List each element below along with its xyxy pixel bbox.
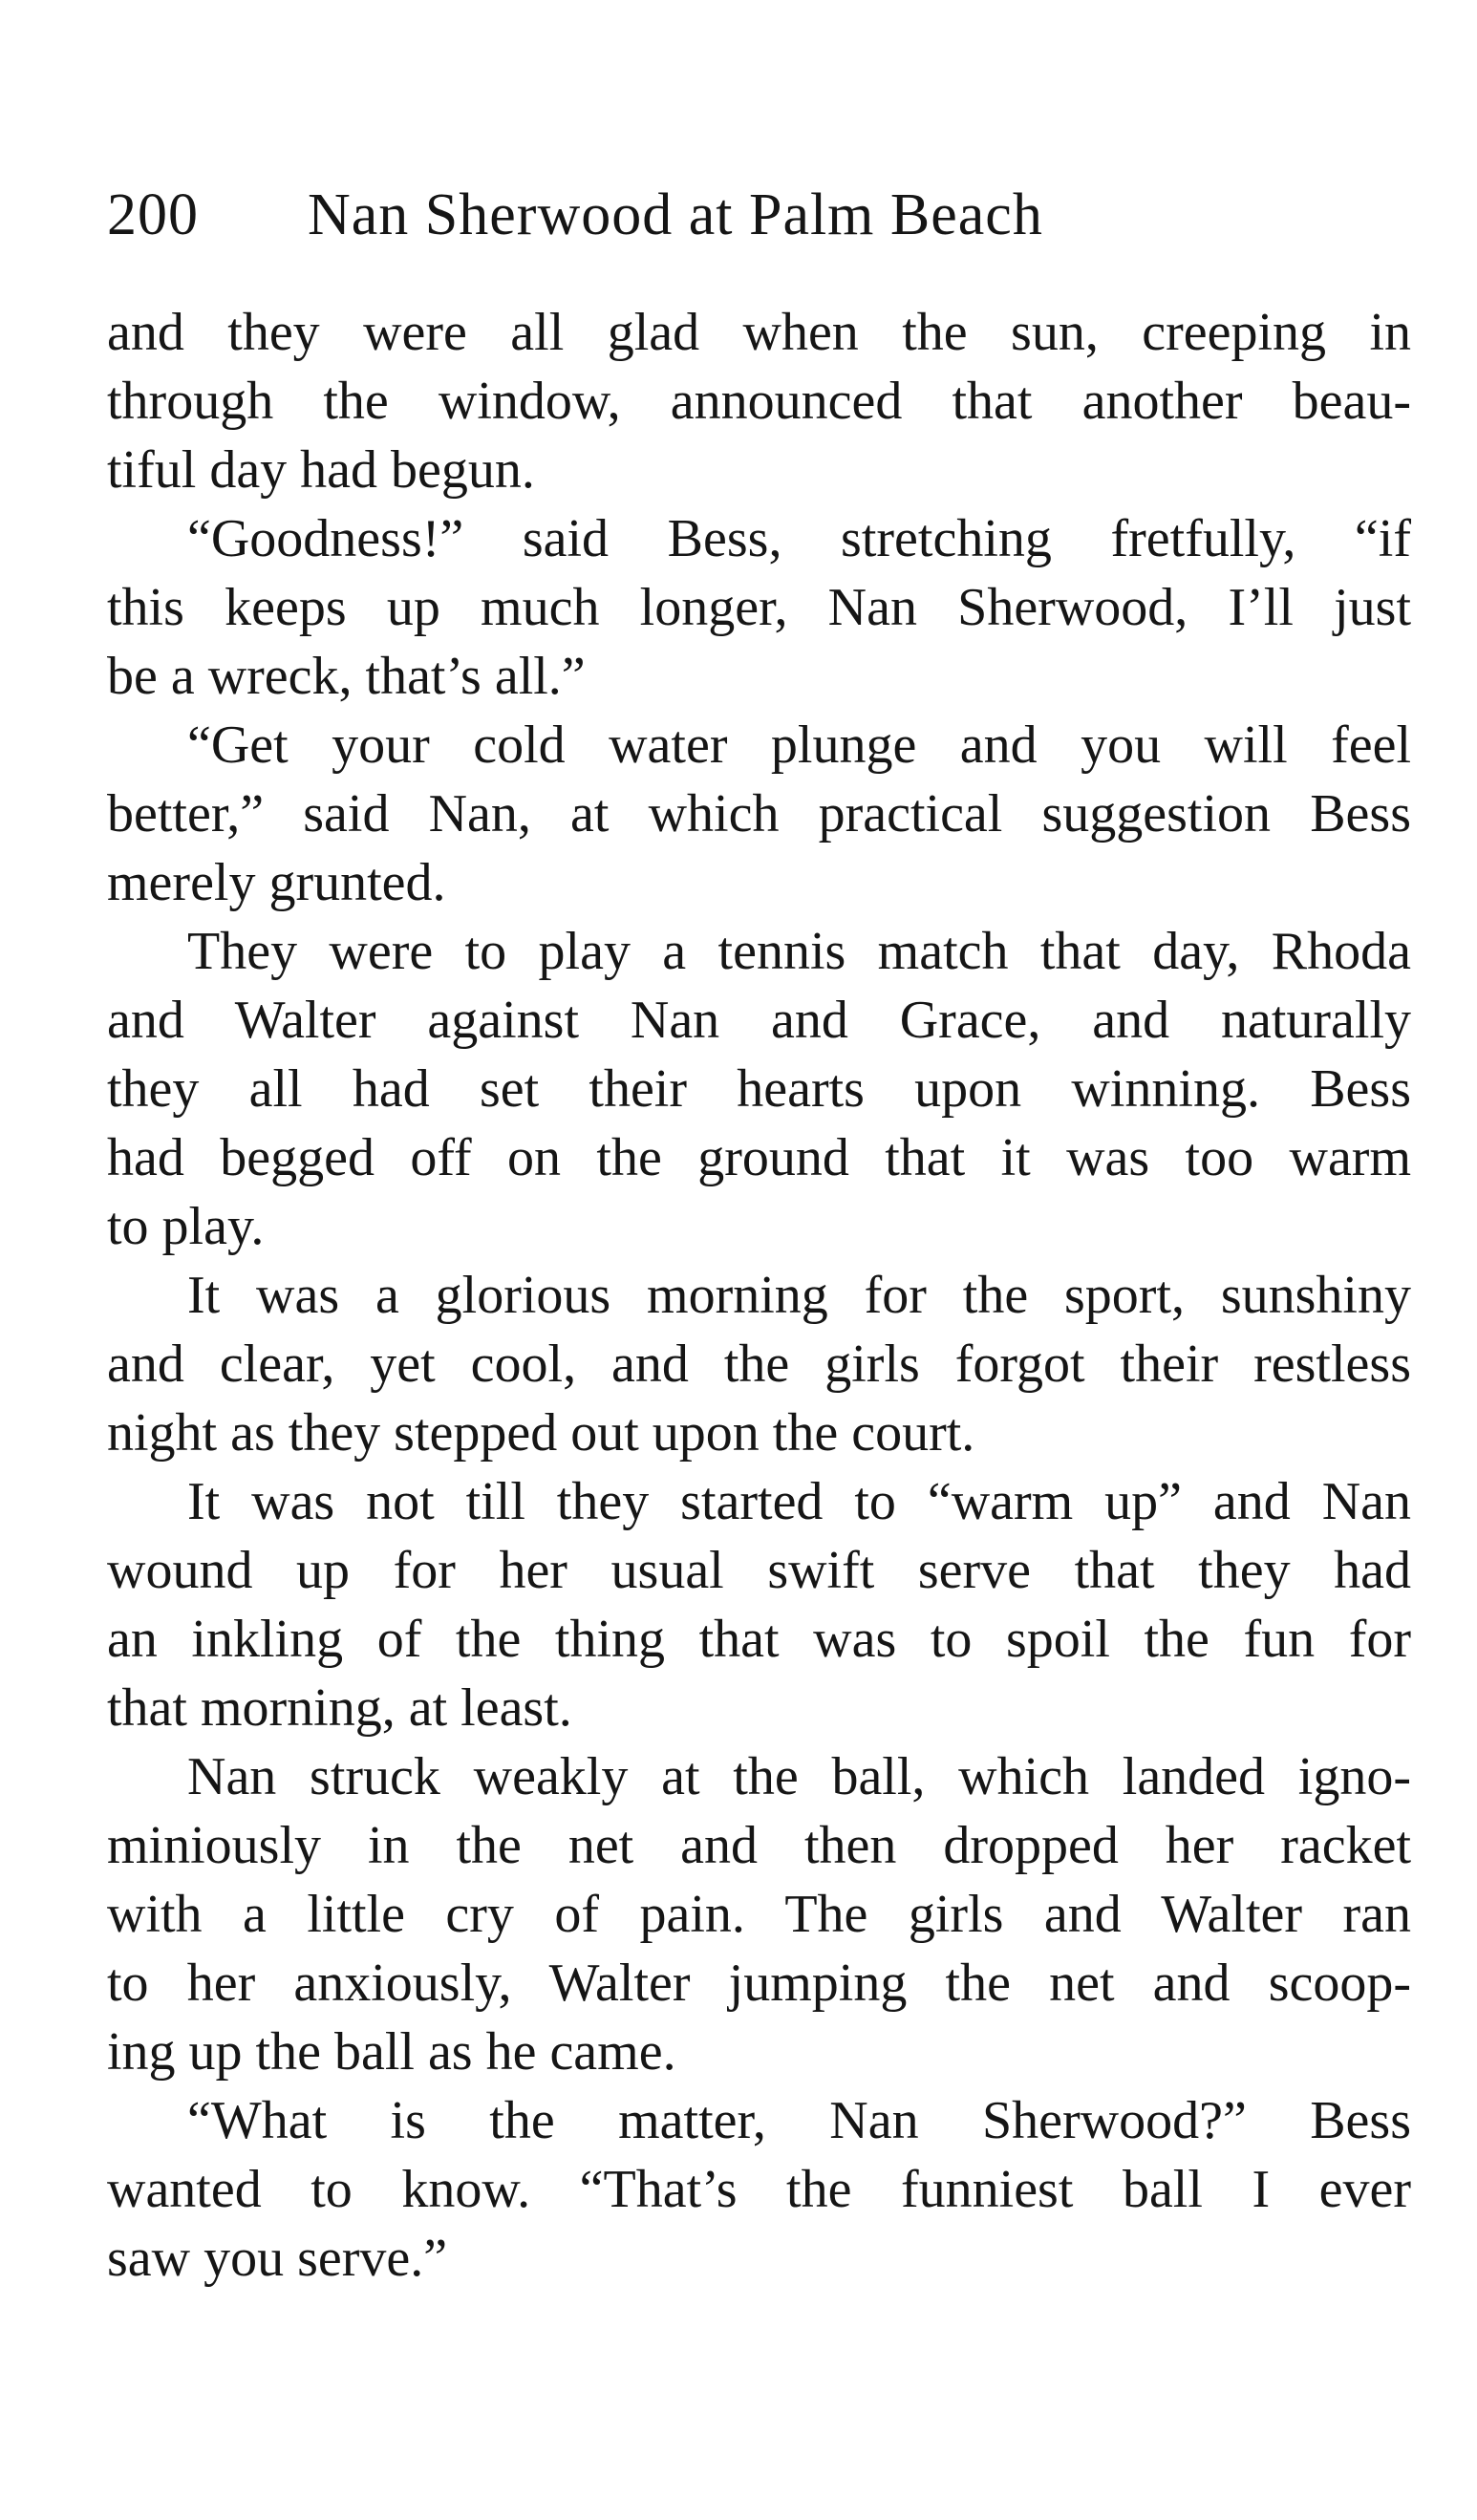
- paragraph: [107, 917, 1411, 1261]
- text-line: they all had set their hearts upon winning. Bess: [107, 1059, 1411, 1119]
- paragraph: [107, 504, 1411, 711]
- paragraph: [107, 1742, 1411, 2086]
- text-line: that morning, at least.: [107, 1678, 572, 1738]
- text-line: this keeps up much longer, Nan Sherwood, I’ll just: [107, 578, 1411, 637]
- text-line: tiful day had begun.: [107, 440, 535, 500]
- text-line: and they were all glad when the sun, creeping in: [107, 303, 1411, 362]
- text-line: wound up for her usual swift serve that they had: [107, 1541, 1411, 1600]
- text-line: “Goodness!” said Bess, stretching fretfully, “if: [187, 509, 1411, 568]
- text-line: “Get your cold water plunge and you will feel: [187, 715, 1411, 775]
- running-title: Nan Sherwood at Palm Beach: [308, 182, 1043, 247]
- text-line: to play.: [107, 1197, 265, 1256]
- text-line: and Walter against Nan and Grace, and naturally: [107, 991, 1411, 1050]
- text-line: and clear, yet cool, and the girls forgot their restless: [107, 1335, 1411, 1394]
- text-line: had begged off on the ground that it was too warm: [107, 1128, 1411, 1187]
- text-line: an inkling of the thing that was to spoil the fun for: [107, 1610, 1411, 1669]
- text-line: wanted to know. “That’s the funniest ball I ever: [107, 2160, 1411, 2219]
- text-line: be a wreck, that’s all.”: [107, 647, 586, 706]
- text-line: with a little cry of pain. The girls and Walter ran: [107, 1885, 1411, 1944]
- text-line: Nan struck weakly at the ball, which landed igno-: [187, 1747, 1411, 1806]
- text-line: merely grunted.: [107, 853, 446, 912]
- text-line: to her anxiously, Walter jumping the net and scoop-: [107, 1954, 1411, 2013]
- paragraph: [107, 1467, 1411, 1742]
- paragraph: [107, 2086, 1411, 2293]
- text-line: miniously in the net and then dropped her racket: [107, 1816, 1411, 1875]
- text-line: saw you serve.”: [107, 2229, 448, 2288]
- page-number: 200: [107, 182, 199, 247]
- text-line: It was a glorious morning for the sport, sunshiny: [187, 1266, 1411, 1325]
- body-text: [107, 298, 1411, 2293]
- paragraph: [107, 711, 1411, 917]
- running-header: [107, 177, 1368, 253]
- text-line: It was not till they started to “warm up” and Nan: [187, 1472, 1411, 1531]
- text-line: “What is the matter, Nan Sherwood?” Bess: [187, 2091, 1411, 2150]
- paragraph: [107, 1261, 1411, 1467]
- text-line: better,” said Nan, at which practical suggestion Bess: [107, 784, 1411, 844]
- text-line: through the window, announced that another beau-: [107, 372, 1411, 431]
- text-line: night as they stepped out upon the court.: [107, 1403, 975, 1463]
- text-line: ing up the ball as he came.: [107, 2022, 676, 2082]
- paragraph: [107, 298, 1411, 504]
- text-line: They were to play a tennis match that day, Rhoda: [187, 922, 1411, 981]
